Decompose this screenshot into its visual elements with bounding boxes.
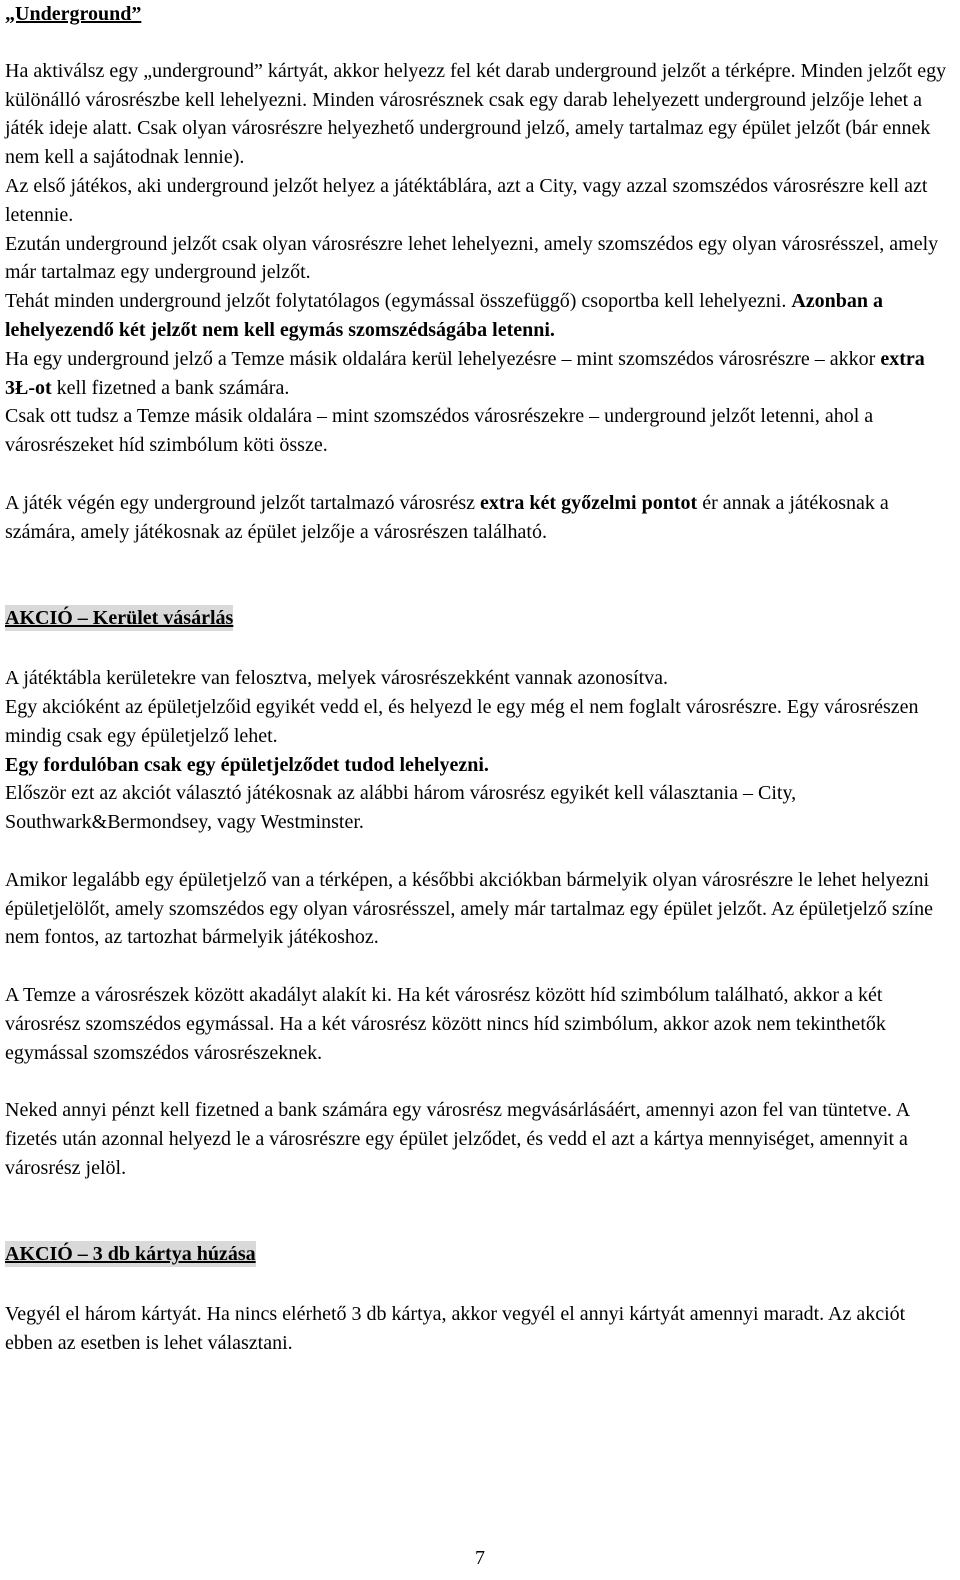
district-paragraph-3-bold: Egy fordulóban csak egy épületjelződet tudod lehelyezni.: [5, 753, 489, 776]
underground-paragraph-7-text-a: A játék végén egy underground jelzőt tartalmazó városrész: [5, 491, 481, 514]
district-paragraph-1: A játéktábla kerületekre van felosztva, melyek városrészekként vannak azonosítva.: [5, 667, 669, 690]
underground-paragraph-1: Ha aktiválsz egy „underground” kártyát, akkor helyezz fel két darab underground jelzőt a térképre. Minden jelzőt egy különálló városrészbe kell lehelyezni. Minden városrésznek csak egy darab lehelyezett underground jelzője lehet a játék ideje alatt. Csak olyan városrészre helyezhető underground jelző, amely tartalmaz egy épület jelzőt (bár ennek nem kell a sajátodnak lennie).: [5, 59, 947, 169]
underground-paragraph-5-text-a: Ha egy underground jelző a Temze másik oldalára kerül lehelyezésre – mint szomszédos városrészre – akkor: [5, 347, 881, 370]
underground-paragraph-5: [5, 345, 955, 403]
district-paragraph-7: Neked annyi pénzt kell fizetned a bank számára egy városrész megvásárlásáért, amennyi azon fel van tüntetve. A fizetés után azonnal helyezd le a városrészre egy épület jelződet, és vedd el azt a kártya mennyiséget, amennyit a városrész jelöl.: [5, 1099, 910, 1179]
district-paragraph-3: [5, 751, 955, 780]
draw-cards-paragraph-1: Vegyél el három kártyát. Ha nincs elérhető 3 db kártya, akkor vegyél el annyi kártyát amennyi maradt. Az akciót ebben az esetben is lehet választani.: [5, 1303, 906, 1355]
underground-paragraph-2: Az első játékos, aki underground jelzőt helyez a játéktáblára, azt a City, vagy azzal szomszédos városrészre kell azt letennie.: [5, 174, 928, 226]
underground-paragraph-3: Ezután underground jelzőt csak olyan városrészre lehet lehelyezni, amely szomszédos egy olyan városrésszel, amely már tartalmaz egy underground jelzőt.: [5, 232, 939, 284]
underground-paragraph-7: [5, 489, 955, 547]
district-paragraph-5: Amikor legalább egy épületjelző van a térképen, a későbbi akciókban bármelyik olyan városrészre le lehet helyezni épületjelölőt, amely szomszédos egy olyan városrésszel, amely már tartalmaz egy épület jelzőt. Az épületjelző színe nem fontos, az tartozhat bármelyik játékoshoz.: [5, 868, 933, 949]
district-paragraph-6: A Temze a városrészek között akadályt alakít ki. Ha két városrész között híd szimbólum található, akkor a két városrész szomszédos egymással. Ha a két városrész között nincs híd szimbólum, akkor azok nem tekinthetők egymással szomszédos városrészeknek.: [5, 983, 886, 1064]
underground-paragraph-4: [5, 287, 955, 345]
underground-paragraph-5-text-b: kell fizetned a bank számára.: [51, 376, 290, 399]
underground-paragraph-6: Csak ott tudsz a Temze másik oldalára – mint szomszédos városrészekre – underground jelzőt letenni, ahol a városrészeket híd szimbólum köti össze.: [5, 405, 874, 457]
section-title-draw-cards: AKCIÓ – 3 db kártya húzása: [5, 1243, 256, 1266]
underground-paragraph-7-text-b: ér annak a játékosnak a számára, amely játékosnak az épület jelzője a városrészen található.: [5, 491, 889, 543]
section-title-underground: „Underground”: [5, 3, 142, 25]
underground-paragraph-7-bold: extra két győzelmi pontot: [480, 491, 698, 514]
section-title-district-purchase: AKCIÓ – Kerület vásárlás: [5, 607, 234, 630]
district-paragraph-2: Egy akcióként az épületjelzőid egyikét vedd el, és helyezd le egy még el nem foglalt városrészre. Egy városrészen mindig csak egy épületjelző lehet.: [5, 695, 919, 747]
underground-paragraph-4-text: Tehát minden underground jelzőt folytatólagos (egymással összefüggő) csoportba kell lehelyezni.: [5, 290, 792, 313]
document-page: [5, 0, 955, 1358]
district-paragraph-4: Először ezt az akciót választó játékosnak az alábbi három városrész egyikét kell választania – City, Southwark&Bermondsey, vagy Westminster.: [5, 782, 797, 834]
page-number: 7: [475, 1547, 485, 1569]
underground-paragraph-5-bold: extra 3Ł-ot: [5, 347, 925, 399]
underground-paragraph-4-bold: Azonban a lehelyezendő két jelzőt nem kell egymás szomszédságába letenni.: [5, 290, 884, 341]
